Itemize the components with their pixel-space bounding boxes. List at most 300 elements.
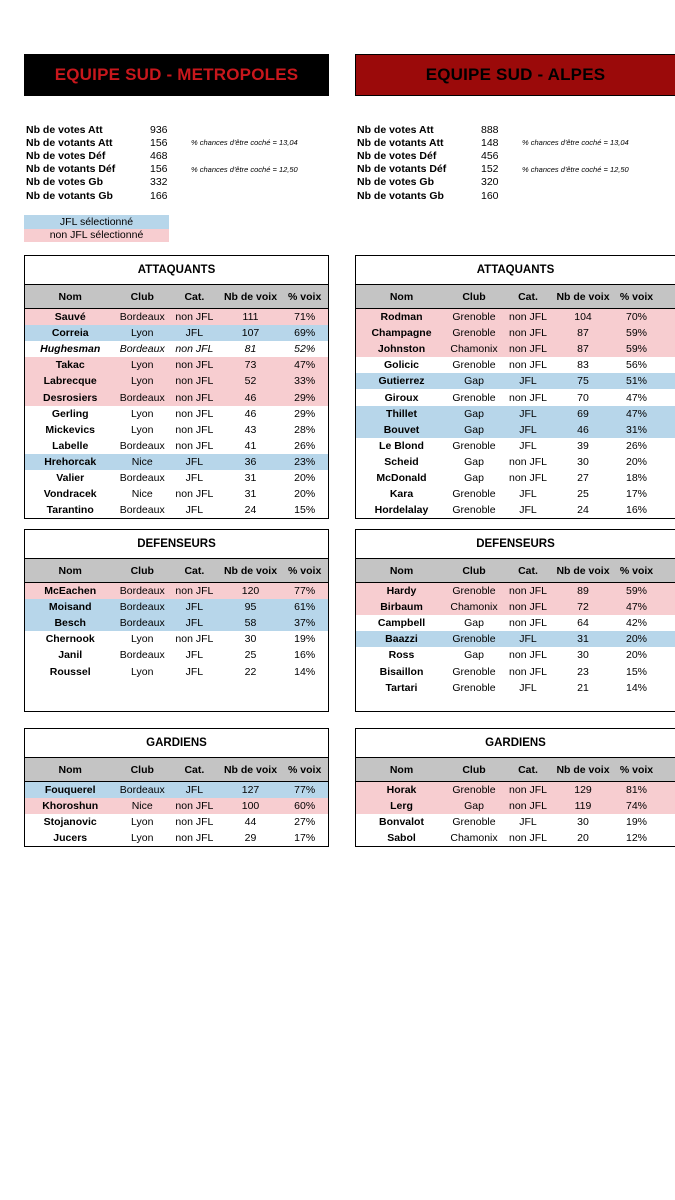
table-row [356, 325, 675, 341]
stat-label: Nb de votes Att [26, 123, 103, 136]
cell-pct: 69% [294, 327, 316, 340]
cell-club: Chamonix [450, 343, 498, 356]
cell-club: Grenoble [452, 816, 496, 829]
cell-voix: 111 [242, 311, 259, 324]
cell-cat: non JFL [509, 359, 547, 372]
cell-nom: Scheid [384, 455, 419, 468]
cell-cat: JFL [185, 649, 204, 662]
cell-voix: 31 [244, 488, 257, 501]
table-row [356, 357, 675, 373]
cell-cat: non JFL [509, 311, 547, 324]
cell-voix: 87 [577, 327, 589, 340]
table-row [25, 502, 328, 518]
cell-voix: 119 [574, 800, 592, 813]
table-row [25, 647, 328, 663]
cell-cat: JFL [519, 407, 537, 420]
cell-club: Bordeaux [119, 784, 165, 797]
cell-cat: JFL [185, 327, 204, 340]
column-header-nom: Nom [389, 290, 414, 303]
cell-pct: 26% [625, 439, 647, 452]
cell-nom: Lerg [390, 800, 413, 813]
cell-club: Bordeaux [119, 585, 165, 598]
cell-cat: JFL [185, 471, 204, 484]
table-row [356, 615, 675, 631]
cell-pct: 60% [294, 800, 316, 813]
section-defenseurs [355, 529, 675, 712]
table-row [356, 830, 675, 846]
table-row [25, 357, 328, 373]
table-row [25, 438, 328, 454]
table-row [25, 325, 328, 341]
section-title: GARDIENS [356, 729, 675, 758]
stat-value: 936 [150, 123, 168, 136]
table-row [25, 454, 328, 470]
stat-note: % chances d'être coché = 13,04 [191, 138, 298, 148]
table-row [356, 631, 675, 647]
cell-nom: McEachen [44, 585, 97, 598]
stat-value: 156 [150, 136, 168, 149]
column-header-club: Club [130, 290, 154, 303]
cell-voix: 120 [241, 585, 260, 598]
cell-cat: non JFL [175, 375, 214, 388]
cell-pct: 59% [625, 327, 647, 340]
cell-pct: 47% [625, 391, 647, 404]
table-row [356, 454, 675, 470]
cell-pct: 70% [625, 311, 647, 324]
section-title: DEFENSEURS [25, 530, 328, 559]
cell-cat: JFL [519, 633, 537, 646]
cell-nom: Mickevics [45, 423, 96, 436]
cell-voix: 72 [577, 601, 589, 614]
cell-club: Gap [464, 800, 484, 813]
column-header-voix: Nb de voix [556, 290, 610, 303]
table-row [25, 830, 328, 846]
cell-voix: 81 [244, 343, 257, 356]
cell-voix: 52 [244, 375, 257, 388]
column-header-pct: % voix [288, 290, 322, 303]
cell-nom: Bonvalot [379, 816, 424, 829]
cell-pct: 17% [625, 488, 647, 501]
cell-pct: 77% [294, 585, 316, 598]
cell-pct: 37% [294, 617, 316, 630]
stat-label: Nb de votants Att [26, 136, 113, 149]
cell-cat: non JFL [509, 617, 547, 630]
cell-voix: 100 [241, 800, 260, 813]
cell-nom: Bisaillon [379, 665, 424, 678]
cell-cat: JFL [185, 504, 204, 517]
cell-nom: McDonald [376, 471, 427, 484]
cell-voix: 41 [244, 439, 257, 452]
cell-club: Bordeaux [119, 471, 165, 484]
cell-voix: 29 [244, 832, 257, 845]
table-row [25, 389, 328, 405]
cell-voix: 129 [574, 784, 592, 797]
cell-voix: 30 [577, 455, 589, 468]
stat-label: Nb de votants Att [357, 136, 444, 149]
cell-pct: 19% [625, 816, 647, 829]
column-header-voix: Nb de voix [223, 290, 278, 303]
stat-label: Nb de votes Gb [357, 176, 435, 189]
table-row [25, 615, 328, 631]
cell-pct: 14% [294, 665, 316, 678]
cell-nom: Le Blond [379, 439, 424, 452]
column-header-club: Club [130, 564, 154, 577]
cell-nom: Chernook [45, 633, 95, 646]
column-header-cat: Cat. [518, 290, 538, 303]
cell-voix: 44 [244, 816, 257, 829]
cell-pct: 20% [294, 488, 316, 501]
cell-club: Nice [131, 488, 153, 501]
cell-pct: 20% [625, 455, 647, 468]
cell-nom: Vondracek [43, 488, 97, 501]
cell-voix: 23 [577, 665, 589, 678]
cell-cat: JFL [519, 681, 537, 694]
stat-label: Nb de votes Gb [26, 176, 104, 189]
cell-pct: 29% [294, 391, 316, 404]
section-title: GARDIENS [25, 729, 328, 758]
cell-club: Gap [464, 471, 484, 484]
cell-club: Lyon [131, 832, 154, 845]
cell-pct: 29% [294, 407, 316, 420]
cell-voix: 46 [577, 423, 589, 436]
table-row [25, 373, 328, 389]
table-row [356, 438, 675, 454]
cell-club: Grenoble [452, 359, 496, 372]
cell-cat: non JFL [509, 601, 547, 614]
cell-pct: 31% [625, 423, 647, 436]
cell-cat: non JFL [175, 488, 214, 501]
table-header [356, 559, 675, 583]
cell-cat: JFL [519, 488, 537, 501]
cell-cat: non JFL [509, 455, 547, 468]
cell-nom: Besch [54, 617, 86, 630]
cell-club: Lyon [131, 665, 154, 678]
cell-pct: 71% [294, 311, 316, 324]
column-header-pct: % voix [288, 763, 322, 776]
stat-value: 888 [481, 123, 499, 136]
table-row [356, 502, 675, 518]
stat-note: % chances d'être coché = 13,04 [522, 138, 629, 148]
cell-club: Lyon [131, 816, 154, 829]
table-row [356, 647, 675, 663]
cell-club: Grenoble [452, 327, 496, 340]
cell-club: Lyon [131, 633, 154, 646]
stat-value: 156 [150, 163, 168, 176]
cell-pct: 16% [294, 649, 316, 662]
column-header-pct: % voix [288, 564, 322, 577]
table-row [25, 486, 328, 502]
column-header-nom: Nom [58, 290, 82, 303]
cell-pct: 47% [294, 359, 316, 372]
cell-voix: 95 [244, 601, 257, 614]
stat-value: 160 [481, 189, 499, 202]
cell-club: Gap [464, 649, 484, 662]
cell-voix: 30 [244, 633, 257, 646]
cell-cat: non JFL [509, 585, 547, 598]
column-header-club: Club [462, 564, 486, 577]
cell-pct: 59% [625, 343, 647, 356]
table-row [356, 470, 675, 486]
cell-voix: 87 [577, 343, 589, 356]
cell-cat: non JFL [175, 800, 214, 813]
cell-voix: 107 [241, 327, 260, 340]
cell-pct: 14% [625, 681, 647, 694]
column-header-pct: % voix [619, 564, 654, 577]
cell-club: Gap [464, 375, 484, 388]
cell-club: Lyon [131, 423, 154, 436]
table-row [356, 341, 675, 357]
cell-club: Bordeaux [119, 439, 165, 452]
cell-nom: Campbell [377, 617, 426, 630]
cell-voix: 64 [577, 617, 589, 630]
cell-nom: Desrosiers [43, 391, 98, 404]
cell-nom: Takac [55, 359, 85, 372]
cell-club: Nice [131, 455, 153, 468]
cell-voix: 46 [244, 391, 257, 404]
cell-voix: 24 [577, 504, 589, 517]
cell-pct: 61% [294, 601, 316, 614]
cell-nom: Gutierrez [378, 375, 425, 388]
vote-stats [357, 123, 629, 202]
column-header-cat: Cat. [184, 763, 205, 776]
table-row [356, 663, 675, 679]
cell-cat: non JFL [509, 391, 547, 404]
table-header [25, 285, 328, 309]
stat-value: 332 [150, 176, 168, 189]
cell-nom: Correia [51, 327, 89, 340]
stat-note: % chances d'être coché = 12,50 [522, 164, 629, 174]
column-header-nom: Nom [58, 564, 82, 577]
team-title: EQUIPE SUD - ALPES [355, 54, 675, 96]
cell-cat: non JFL [175, 585, 214, 598]
cell-voix: 75 [577, 375, 589, 388]
cell-nom: Jucers [53, 832, 88, 845]
cell-pct: 52% [294, 343, 316, 356]
cell-cat: JFL [185, 617, 204, 630]
cell-cat: JFL [185, 601, 204, 614]
cell-club: Gap [464, 423, 484, 436]
cell-pct: 26% [294, 439, 316, 452]
stat-label: Nb de votants Déf [26, 163, 116, 176]
cell-nom: Gerling [51, 407, 89, 420]
column-header-voix: Nb de voix [556, 564, 610, 577]
column-header-voix: Nb de voix [223, 564, 278, 577]
cell-club: Bordeaux [119, 343, 165, 356]
cell-cat: JFL [519, 439, 537, 452]
cell-pct: 20% [294, 471, 316, 484]
cell-cat: non JFL [175, 816, 214, 829]
cell-nom: Sauvé [54, 311, 86, 324]
cell-nom: Golicic [383, 359, 419, 372]
cell-voix: 69 [577, 407, 589, 420]
table-row [356, 583, 675, 599]
cell-nom: Champagne [371, 327, 432, 340]
cell-voix: 70 [577, 391, 589, 404]
section-title: ATTAQUANTS [25, 256, 328, 285]
cell-cat: non JFL [175, 423, 214, 436]
cell-cat: JFL [519, 816, 537, 829]
team-title: EQUIPE SUD - METROPOLES [24, 54, 329, 96]
cell-club: Gap [464, 455, 484, 468]
cell-pct: 12% [625, 832, 647, 845]
cell-pct: 18% [625, 471, 647, 484]
legend-jfl: JFL sélectionné [24, 215, 169, 229]
legend-non-jfl: non JFL sélectionné [24, 229, 169, 243]
cell-nom: Janil [58, 649, 83, 662]
cell-cat: JFL [519, 423, 537, 436]
cell-pct: 56% [625, 359, 647, 372]
table-row [25, 782, 328, 798]
stat-label: Nb de votants Gb [357, 189, 444, 202]
cell-cat: non JFL [509, 800, 547, 813]
stat-label: Nb de votes Déf [26, 149, 106, 162]
cell-cat: non JFL [175, 343, 214, 356]
cell-nom: Ross [388, 649, 415, 662]
stat-value: 148 [481, 136, 499, 149]
cell-nom: Bouvet [383, 423, 420, 436]
cell-pct: 77% [294, 784, 316, 797]
cell-club: Chamonix [450, 601, 498, 614]
column-header-voix: Nb de voix [223, 763, 278, 776]
cell-cat: JFL [519, 504, 537, 517]
table-header [25, 758, 328, 782]
column-header-nom: Nom [389, 763, 414, 776]
cell-club: Grenoble [452, 585, 496, 598]
column-header-nom: Nom [389, 564, 414, 577]
table-row [356, 309, 675, 325]
cell-club: Grenoble [452, 488, 496, 501]
cell-voix: 73 [244, 359, 257, 372]
cell-cat: non JFL [175, 407, 214, 420]
table-row [356, 798, 675, 814]
table-row [25, 631, 328, 647]
cell-voix: 31 [577, 633, 589, 646]
cell-voix: 58 [244, 617, 257, 630]
cell-pct: 33% [294, 375, 316, 388]
cell-pct: 16% [625, 504, 647, 517]
section-attaquants [355, 255, 675, 519]
cell-cat: JFL [519, 375, 537, 388]
cell-pct: 42% [625, 617, 647, 630]
cell-club: Bordeaux [119, 311, 165, 324]
cell-voix: 20 [577, 832, 589, 845]
cell-pct: 47% [625, 601, 647, 614]
cell-voix: 27 [577, 471, 589, 484]
stat-label: Nb de votants Gb [26, 189, 113, 202]
stat-value: 152 [481, 163, 499, 176]
stat-value: 456 [481, 149, 499, 162]
cell-voix: 104 [574, 311, 592, 324]
cell-nom: Rodman [380, 311, 423, 324]
section-title: DEFENSEURS [356, 530, 675, 559]
column-header-pct: % voix [619, 763, 654, 776]
cell-nom: Roussel [49, 665, 91, 678]
stat-value: 468 [150, 149, 168, 162]
table-row [25, 309, 328, 325]
cell-voix: 43 [244, 423, 257, 436]
cell-voix: 22 [244, 665, 257, 678]
stat-label: Nb de votants Déf [357, 163, 447, 176]
cell-club: Chamonix [450, 832, 498, 845]
stat-value: 320 [481, 176, 499, 189]
cell-nom: Kara [389, 488, 414, 501]
cell-voix: 30 [577, 816, 589, 829]
cell-pct: 47% [625, 407, 647, 420]
cell-voix: 25 [244, 649, 257, 662]
cell-nom: Tartari [385, 681, 418, 694]
cell-club: Grenoble [452, 439, 496, 452]
cell-cat: non JFL [509, 343, 547, 356]
cell-club: Nice [131, 800, 153, 813]
cell-cat: JFL [185, 665, 204, 678]
table-row [356, 599, 675, 615]
table-row [25, 341, 328, 357]
vote-stats [26, 123, 298, 202]
column-header-pct: % voix [619, 290, 654, 303]
section-title: ATTAQUANTS [356, 256, 675, 285]
cell-cat: JFL [185, 455, 204, 468]
section-attaquants [24, 255, 329, 519]
cell-pct: 27% [294, 816, 316, 829]
cell-club: Lyon [131, 407, 154, 420]
cell-cat: non JFL [175, 439, 214, 452]
cell-voix: 31 [244, 471, 257, 484]
cell-nom: Thillet [386, 407, 417, 420]
table-row [356, 814, 675, 830]
cell-pct: 15% [294, 504, 316, 517]
stat-label: Nb de votes Déf [357, 149, 437, 162]
table-row [356, 373, 675, 389]
cell-club: Gap [464, 407, 484, 420]
cell-club: Grenoble [452, 633, 496, 646]
cell-nom: Labelle [52, 439, 89, 452]
column-header-club: Club [130, 763, 154, 776]
column-header-cat: Cat. [184, 290, 205, 303]
cell-club: Bordeaux [119, 391, 165, 404]
cell-cat: non JFL [509, 471, 547, 484]
cell-cat: non JFL [509, 784, 547, 797]
table-header [356, 758, 675, 782]
cell-club: Grenoble [452, 504, 496, 517]
cell-nom: Valier [56, 471, 85, 484]
table-row [356, 782, 675, 798]
table-row [25, 798, 328, 814]
cell-pct: 23% [294, 455, 316, 468]
cell-club: Bordeaux [119, 504, 165, 517]
cell-voix: 24 [244, 504, 257, 517]
cell-pct: 51% [625, 375, 647, 388]
color-legend [24, 215, 169, 242]
table-row [25, 470, 328, 486]
table-row [356, 486, 675, 502]
cell-nom: Sabol [387, 832, 416, 845]
table-row [25, 814, 328, 830]
cell-club: Grenoble [452, 681, 496, 694]
cell-nom: Tarantino [46, 504, 94, 517]
section-defenseurs [24, 529, 329, 712]
column-header-club: Club [462, 763, 486, 776]
cell-voix: 83 [577, 359, 589, 372]
cell-club: Grenoble [452, 665, 496, 678]
cell-pct: 19% [294, 633, 316, 646]
cell-club: Grenoble [452, 391, 496, 404]
cell-nom: Hrehorcak [44, 455, 97, 468]
column-header-cat: Cat. [518, 564, 538, 577]
column-header-club: Club [462, 290, 486, 303]
cell-nom: Moisand [48, 601, 92, 614]
cell-nom: Labrecque [43, 375, 97, 388]
stat-note: % chances d'être coché = 12,50 [191, 164, 298, 174]
